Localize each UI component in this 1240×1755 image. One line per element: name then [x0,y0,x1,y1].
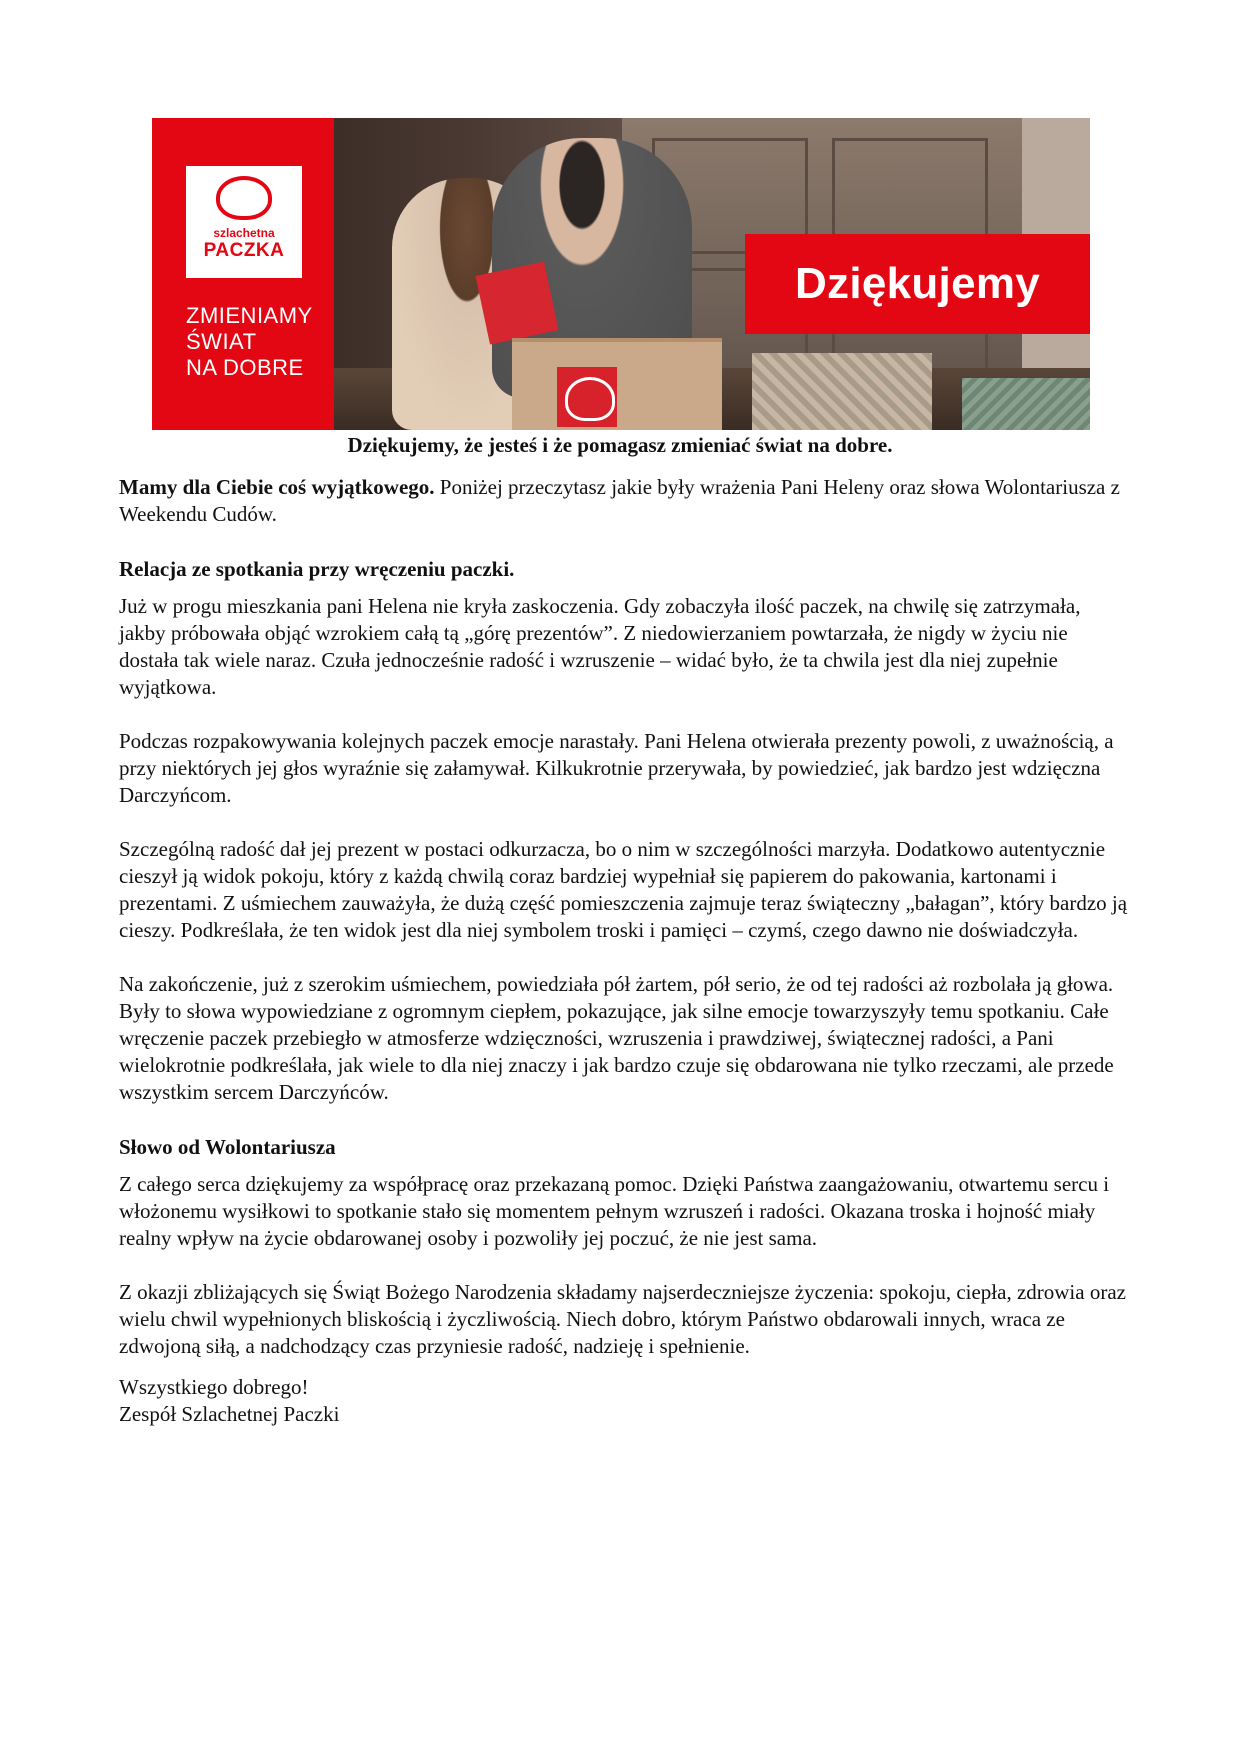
photo-cardboard-box [512,338,722,430]
logo [186,166,302,278]
intro-paragraph [119,474,1129,528]
heart-icon [216,176,272,220]
thanks-badge [745,234,1090,334]
paragraph: Podczas rozpakowywania kolejnych paczek emocje narastały. Pani Helena otwierała prezenty powoli, z uważnością, a przy niektórych jej głos wyraźnie się załamywał. Kilkukrotnie przerywała, by powiedzieć, jak bardzo jest wdzięczna Darczyńcom. [119,729,1114,807]
slogan-line: NA DOBRE [186,355,304,380]
logo-big-text: PACZKA [203,240,285,261]
logo-small-text: szlachetna [213,226,275,240]
section-heading: Słowo od Wolontariusza [119,1135,336,1159]
photo-wrapped-gift-green [962,378,1090,430]
closing-line: Wszystkiego dobrego! [119,1375,309,1399]
photo-red-gift [475,261,558,344]
heart-icon [565,377,615,421]
thanks-text: Dziękujemy [794,259,1041,308]
paragraph: Z okazji zbliżających się Świąt Bożego Narodzenia składamy najserdeczniejsze życzenia: spokoju, ciepła, zdrowia oraz wielu chwil wypełnionych bliskością i życzliwością. Niech dobro, którym Państwo obdarowali innych, wraca ze zdwojoną siłą, a nadchodzący czas przyniesie radość, nadzieję i spełnienie. [119,1280,1126,1358]
banner-image [152,118,1090,430]
intro-bold: Mamy dla Ciebie coś wyjątkowego. [119,475,435,499]
paragraph: Szczególną radość dał jej prezent w postaci odkurzacza, bo o nim w szczególności marzyła. Dodatkowo autentycznie cieszył ją widok pokoju, który z każdą chwilą coraz bardziej wypełniał się papierem do pakowania, kartonami i prezentami. Z uśmiechem zauważyła, że dużą część pomieszczenia zajmuje teraz świąteczny „bałagan”, który bardzo ją cieszy. Podkreślała, że ten widok jest dla niej symbolem troski i pamięci – czymś, czego dawno nie doświadczyła. [119,837,1128,942]
document-body [119,474,1129,1428]
photo-wrapped-gift [752,353,932,430]
brand-panel [152,118,334,430]
section-heading: Relacja ze spotkania przy wręczeniu paczki. [119,557,515,581]
paragraph: Na zakończenie, już z szerokim uśmiechem, powiedziała pół żartem, pół serio, że od tej radości aż rozbolała ją głowa. Były to słowa wypowiedziane z ogromnym ciepłem, pokazujące, jak silne emocje towarzyszyły temu spotkaniu. Całe wręczenie paczek przebiegło w atmosferze wdzięczności, wzruszenia i prawdziwej, świątecznej radości, a Pani wielokrotnie podkreślała, jak wiele to dla niej znaczy i jak bardzo czuje się obdarowana nie tylko rzeczami, ale przede wszystkim sercem Darczyńców. [119,972,1114,1104]
slogan-line: ŚWIAT [186,329,257,354]
slogan-line: ZMIENIAMY [186,303,313,328]
slogan [186,303,326,381]
box-logo [557,367,617,427]
paragraph: Z całego serca dziękujemy za współpracę oraz przekazaną pomoc. Dzięki Państwa zaangażowaniu, otwartemu sercu i włożonemu wysiłkowi to spotkanie stało się momentem pełnym wzruszeń i radości. Okazana troska i hojność miały realny wpływ na życie obdarowanej osoby i pozwoliły jej poczuć, że nie jest sama. [119,1172,1110,1250]
signature: Zespół Szlachetnej Paczki [119,1402,340,1426]
banner-caption: Dziękujemy, że jesteś i że pomagasz zmieniać świat na dobre. [347,433,893,457]
paragraph: Już w progu mieszkania pani Helena nie kryła zaskoczenia. Gdy zobaczyła ilość paczek, na chwilę się zatrzymała, jakby próbowała objąć wzrokiem całą tą „górę prezentów”. Z niedowierzaniem powtarzała, że nigdy w życiu nie dostała tak wiele naraz. Czuła jednocześnie radość i wzruszenie – widać było, że ta chwila jest dla niej zupełnie wyjątkowa. [119,594,1081,699]
intro-text: Poniżej przeczytasz jakie były wrażenia Pani Heleny oraz słowa Wolontariusza z Weekendu Cudów. [119,475,1120,526]
